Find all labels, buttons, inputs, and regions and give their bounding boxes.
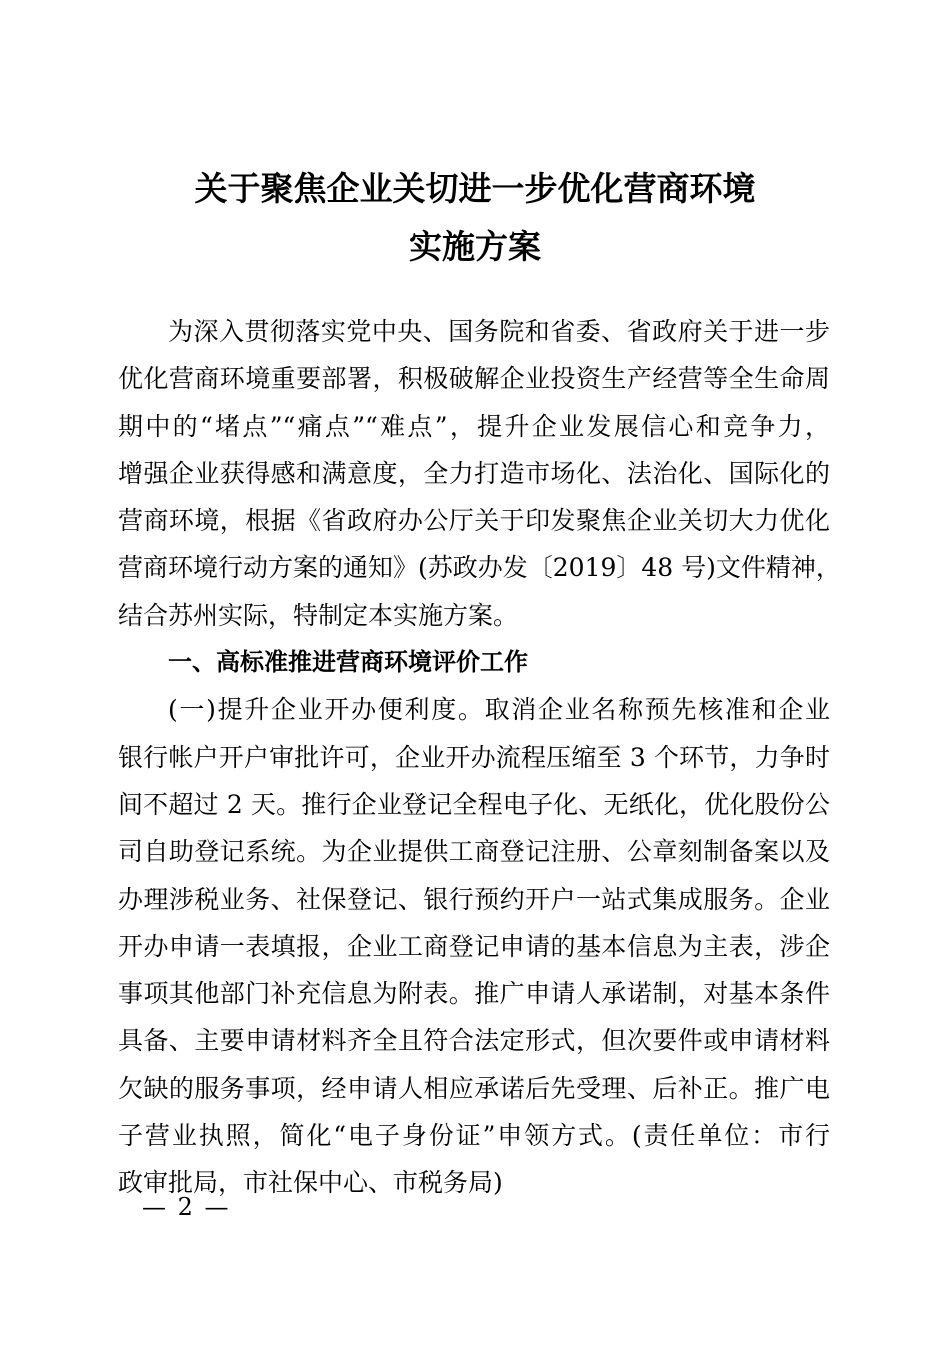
page-number: — 2 — bbox=[142, 1193, 231, 1221]
section-paragraph-line: 司自助登记系统。为企业提供工商登记注册、公章刻制备案以及 bbox=[118, 837, 830, 867]
section-paragraph-line: (一)提升企业开办便利度。取消企业名称预先核准和企业 bbox=[168, 695, 830, 725]
section-paragraph-line: 具备、主要申请材料齐全且符合法定形式，但次要件或申请材料 bbox=[118, 1026, 830, 1056]
section-paragraph-line: 政审批局，市社保中心、市税务局) bbox=[118, 1168, 503, 1198]
section-paragraph-line: 开办申请一表填报，企业工商登记申请的基本信息为主表，涉企 bbox=[118, 931, 830, 961]
intro-paragraph-line: 营商环境行动方案的通知》(苏政办发〔2019〕48 号)文件精神， bbox=[118, 553, 841, 583]
section-paragraph-line: 欠缺的服务事项，经申请人相应承诺后先受理、后补正。推广电 bbox=[118, 1073, 830, 1103]
section-paragraph-line: 办理涉税业务、社保登记、银行预约开户一站式集成服务。企业 bbox=[118, 884, 830, 914]
title-line-2: 实施方案 bbox=[409, 227, 541, 266]
document-title bbox=[0, 160, 950, 276]
intro-paragraph-line: 增强企业获得感和满意度，全力打造市场化、法治化、国际化的 bbox=[118, 458, 830, 488]
intro-paragraph-line: 结合苏州实际，特制定本实施方案。 bbox=[118, 600, 519, 630]
document-body bbox=[118, 308, 841, 1207]
section-heading: 一、高标准推进营商环境评价工作 bbox=[168, 648, 528, 677]
section-paragraph-line: 子营业执照，简化“电子身份证”申领方式。(责任单位：市行 bbox=[118, 1121, 830, 1151]
section-paragraph-line: 间不超过 2 天。推行企业登记全程电子化、无纸化，优化股份公 bbox=[118, 789, 830, 819]
intro-paragraph-line: 为深入贯彻落实党中央、国务院和省委、省政府关于进一步 bbox=[168, 317, 830, 346]
intro-paragraph-line: 优化营商环境重要部署，积极破解企业投资生产经营等全生命周 bbox=[118, 364, 830, 394]
intro-paragraph-line: 营商环境，根据《省政府办公厅关于印发聚焦企业关切大力优化 bbox=[118, 506, 830, 536]
section-paragraph-line: 银行帐户开户审批许可，企业开办流程压缩至 3 个环节，力争时 bbox=[118, 742, 830, 772]
title-line-1: 关于聚焦企业关切进一步优化营商环境 bbox=[194, 169, 756, 208]
section-paragraph-line: 事项其他部门补充信息为附表。推广申请人承诺制，对基本条件 bbox=[118, 979, 830, 1009]
intro-paragraph-line: 期中的“堵点”“痛点”“难点”，提升企业发展信心和竞争力， bbox=[118, 411, 830, 441]
